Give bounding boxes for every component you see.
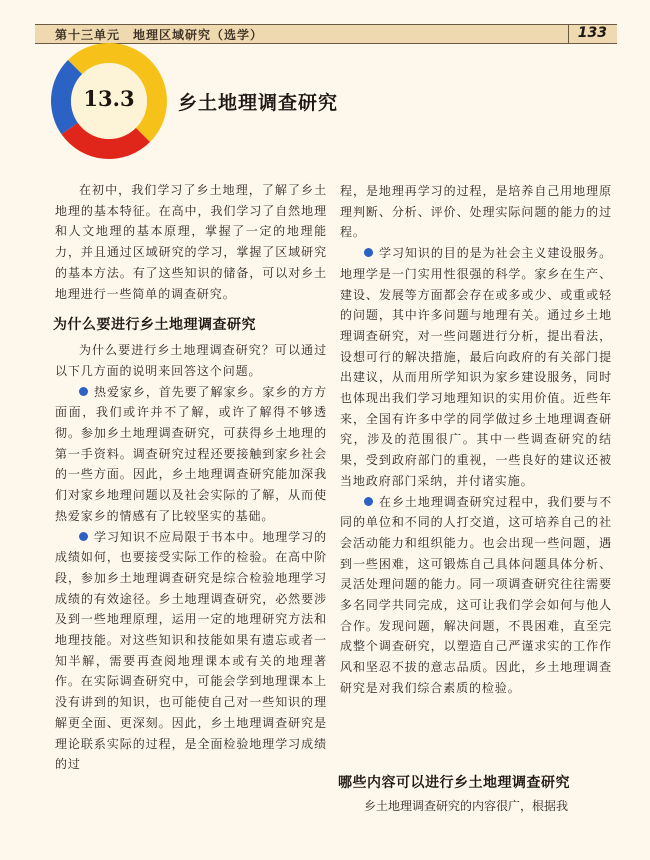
point-1-text: 热爱家乡，首先要了解家乡。家乡的方方面面，我们或许并不了解，或许了解得不够透彻。参加乡土地理调查研究，可获得乡土地理的第一手资料。调查研究过程还要接触到家乡社会的一些方面。因此，乡土地理调查研究能加深我们对家乡地理问题以及社会实际的了解，从而使热爱家乡的情感有了比较坚实的基础。 <box>55 384 327 523</box>
page-header <box>35 24 617 44</box>
left-column <box>55 180 327 775</box>
bullet-icon <box>364 497 373 506</box>
header-divider <box>568 25 569 43</box>
point-2-text: 学习知识不应局限于书本中。地理学习的成绩如何，也要接受实际工作的检验。在高中阶段，参加乡土地理调查研究是综合检验地理学习成绩的有效途径。乡土地理调查研究，必然要涉及到一些地理原理，运用一定的地理研究方法和地理技能。对这些知识和技能如果有遗忘或者一知半解，需要再查阅地理课本或有关的地理著作。在实际调查研究中，可能会学到地理课本上没有讲到的知识，也可能使自己对一些知识的理解更全面、更深刻。因此，乡土地理调查研究是理论联系实际的过程，是全面检验地理学习成绩的过 <box>55 529 327 772</box>
point-3-paragraph <box>340 243 612 491</box>
bullet-icon <box>79 532 88 541</box>
bullet-icon <box>79 387 88 396</box>
question-paragraph: 为什么要进行乡土地理调查研究？可以通过以下几方面的说明来回答这个问题。 <box>55 343 327 378</box>
section-number: 13.3 <box>83 86 135 111</box>
page-number: 133 <box>577 25 607 41</box>
section-badge <box>50 42 168 160</box>
point-1-paragraph <box>55 382 327 527</box>
tail-paragraph-wrap <box>340 796 612 817</box>
point-2-paragraph <box>55 527 327 775</box>
point-4-paragraph <box>340 492 612 699</box>
unit-label: 第十三单元 地理区域研究（选学） <box>55 28 264 42</box>
bullet-icon <box>364 248 373 257</box>
continuation-paragraph: 程，是地理再学习的过程，是培养自己用地理原理判断、分析、评价、处理实际问题的能力的过程。 <box>340 184 612 240</box>
section-title: 乡土地理调查研究 <box>178 92 339 114</box>
heading-why: 为什么要进行乡土地理调查研究 <box>53 317 256 334</box>
tail-paragraph: 乡土地理调查研究的内容很广，根据我 <box>364 799 569 813</box>
point-3-text: 学习知识的目的是为社会主义建设服务。地理学是一门实用性很强的科学。家乡在生产、建设、发展等方面都会存在或多或少、或重或轻的问题，其中许多问题与地理有关。通过乡土地理调查研究，对一些问题进行分析，提出看法，设想可行的解决措施，最后向政府的有关部门提出建议，从而用所学知识为家乡建设服务，同时也体现出我们学习地理知识的实用价值。近些年来，全国有许多中学的同学做过乡土地理调查研究，涉及的范围很广。其中一些调查研究的结果，受到政府部门的重视，一些良好的建议还被当地政府部门采纳，并付诸实施。 <box>340 246 612 488</box>
point-4-text: 在乡土地理调查研究过程中，我们要与不同的单位和不同的人打交道，这可培养自己的社会活动能力和组织能力。也会出现一些问题，遇到一些困难，这可锻炼自己具体问题具体分析、灵活处理问题的能力。同一项调查研究往往需要多名同学共同完成，这可让我们学会如何与他人合作。发现问题，解决问题，不畏困难，直至完成整个调查研究，以塑造自己严谨求实的工作作风和坚忍不拔的意志品质。因此，乡土地理调查研究是对我们综合素质的检验。 <box>340 494 612 695</box>
intro-paragraph: 在初中，我们学习了乡土地理，了解了乡土地理的基本特征。在高中，我们学习了自然地理和人文地理的基本原理，掌握了一定的地理能力，并且通过区域研究的学习，掌握了区域研究的基本方法。有了这些知识的储备，可以对乡土地理进行一些简单的调查研究。 <box>55 183 327 301</box>
heading-what: 哪些内容可以进行乡土地理调查研究 <box>338 775 570 791</box>
right-column <box>340 181 612 699</box>
